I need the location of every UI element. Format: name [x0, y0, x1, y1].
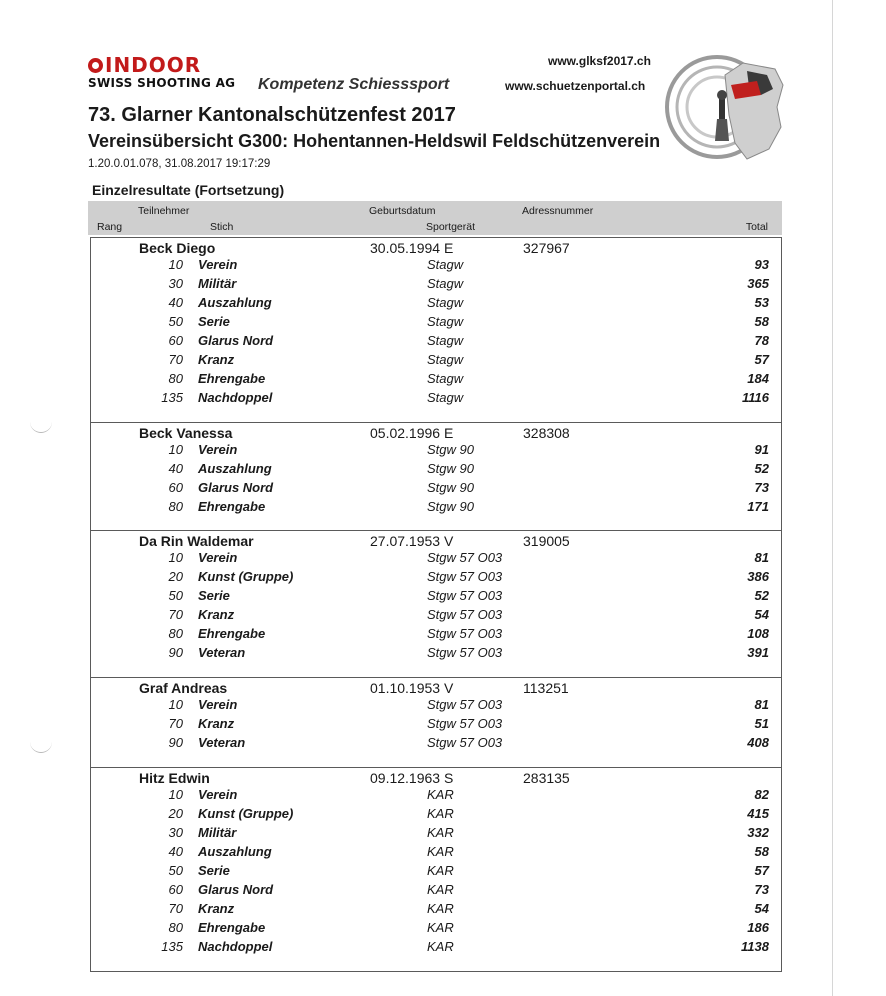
result-total: 51 — [754, 716, 769, 731]
participant-block — [90, 677, 782, 768]
result-rang: 20 — [168, 569, 183, 584]
result-sportgeraet: KAR — [427, 806, 454, 821]
result-sportgeraet: KAR — [427, 882, 454, 897]
result-rang: 10 — [168, 550, 183, 565]
result-stich: Verein — [198, 442, 238, 457]
result-total: 1116 — [742, 390, 769, 405]
result-stich: Auszahlung — [198, 844, 272, 859]
participant-block — [90, 237, 782, 423]
result-row — [91, 550, 781, 569]
result-stich: Kranz — [198, 901, 235, 916]
result-total: 1138 — [741, 939, 769, 954]
result-sportgeraet: Stgw 57 O03 — [427, 626, 503, 641]
result-sportgeraet: Stgw 57 O03 — [427, 588, 503, 603]
results-table-header — [88, 201, 782, 235]
website-link-schuetzenportal[interactable]: www.schuetzenportal.ch — [505, 79, 646, 93]
result-row — [91, 787, 781, 806]
result-sportgeraet: Stagw — [427, 295, 464, 310]
result-rang: 60 — [168, 333, 183, 348]
participant-name: Da Rin Waldemar — [139, 533, 254, 549]
result-total: 54 — [754, 901, 769, 916]
result-stich: Veteran — [198, 645, 246, 660]
result-row — [91, 882, 781, 901]
result-stich: Glarus Nord — [198, 333, 274, 348]
result-row — [91, 461, 781, 480]
result-rang: 30 — [168, 825, 183, 840]
result-stich: Serie — [198, 314, 230, 329]
result-stich: Verein — [198, 257, 238, 272]
result-stich: Militär — [198, 825, 237, 840]
result-stich: Kunst (Gruppe) — [198, 569, 294, 584]
result-rang: 80 — [168, 371, 183, 386]
column-header-rang: Rang — [97, 221, 123, 233]
column-header-geburtsdatum: Geburtsdatum — [369, 205, 436, 217]
result-total: 54 — [754, 607, 769, 622]
result-rang: 80 — [168, 920, 183, 935]
column-header-total: Total — [745, 221, 768, 233]
festival-emblem-icon — [665, 55, 830, 180]
result-total: 52 — [754, 461, 769, 476]
participant-birthdate: 09.12.1963 S — [370, 770, 454, 786]
result-total: 408 — [747, 735, 769, 750]
result-rang: 50 — [168, 863, 183, 878]
result-total: 415 — [747, 806, 769, 821]
result-total: 171 — [747, 499, 769, 514]
result-total: 184 — [747, 371, 769, 386]
result-row — [91, 499, 781, 518]
result-total: 93 — [754, 257, 769, 272]
result-rang: 135 — [161, 939, 183, 954]
result-row — [91, 257, 781, 276]
result-total: 81 — [754, 550, 769, 565]
logo-name: INDOOR — [105, 53, 202, 77]
participant-birthdate: 27.07.1953 V — [370, 533, 454, 549]
result-row — [91, 806, 781, 825]
result-sportgeraet: Stagw — [427, 371, 464, 386]
result-sportgeraet: KAR — [427, 825, 454, 840]
result-stich: Verein — [198, 787, 238, 802]
result-row — [91, 390, 781, 409]
result-sportgeraet: KAR — [427, 939, 454, 954]
result-sportgeraet: Stgw 90 — [427, 499, 474, 514]
participant-address-number: 328308 — [523, 425, 570, 441]
participant-name: Graf Andreas — [139, 680, 228, 696]
result-stich: Nachdoppel — [198, 939, 273, 954]
result-row — [91, 569, 781, 588]
result-total: 57 — [754, 863, 769, 878]
result-row — [91, 442, 781, 461]
result-row — [91, 371, 781, 390]
result-rang: 10 — [168, 787, 183, 802]
result-total: 386 — [747, 569, 769, 584]
result-sportgeraet: Stgw 57 O03 — [427, 569, 503, 584]
result-sportgeraet: KAR — [427, 863, 454, 878]
result-sportgeraet: Stgw 90 — [427, 442, 474, 457]
result-row — [91, 901, 781, 920]
result-row — [91, 480, 781, 499]
result-stich: Ehrengabe — [198, 499, 266, 514]
result-stich: Militär — [198, 276, 237, 291]
participant-name: Beck Vanessa — [139, 425, 233, 441]
punch-hole-mark — [30, 738, 52, 753]
result-stich: Nachdoppel — [198, 390, 273, 405]
result-rang: 50 — [168, 314, 183, 329]
column-header-stich: Stich — [210, 221, 234, 233]
result-sportgeraet: Stgw 90 — [427, 461, 474, 476]
result-row — [91, 863, 781, 882]
page-edge-line — [832, 0, 833, 996]
result-row — [91, 697, 781, 716]
result-stich: Ehrengabe — [198, 920, 266, 935]
result-rang: 80 — [168, 626, 183, 641]
result-total: 73 — [754, 882, 769, 897]
result-stich: Serie — [198, 588, 230, 603]
column-header-teilnehmer: Teilnehmer — [138, 205, 190, 217]
result-rang: 70 — [168, 901, 183, 916]
result-stich: Kunst (Gruppe) — [198, 806, 294, 821]
result-sportgeraet: Stagw — [427, 352, 464, 367]
result-sportgeraet: Stagw — [427, 314, 464, 329]
result-stich: Ehrengabe — [198, 371, 266, 386]
participant-name: Hitz Edwin — [139, 770, 210, 786]
result-stich: Auszahlung — [198, 295, 272, 310]
result-row — [91, 735, 781, 754]
result-stich: Glarus Nord — [198, 480, 274, 495]
result-stich: Verein — [198, 697, 238, 712]
result-row — [91, 607, 781, 626]
result-rang: 135 — [161, 390, 183, 405]
page-title: 73. Glarner Kantonalschützenfest 2017 — [88, 104, 456, 126]
result-rang: 40 — [168, 844, 183, 859]
participant-block — [90, 422, 782, 532]
website-link-glksf[interactable]: www.glksf2017.ch — [548, 54, 651, 68]
result-sportgeraet: Stgw 57 O03 — [427, 645, 503, 660]
result-stich: Glarus Nord — [198, 882, 274, 897]
result-rang: 90 — [168, 645, 183, 660]
result-sportgeraet: KAR — [427, 844, 454, 859]
result-sportgeraet: Stgw 57 O03 — [427, 607, 503, 622]
result-row — [91, 844, 781, 863]
result-row — [91, 295, 781, 314]
result-rang: 60 — [168, 882, 183, 897]
result-total: 391 — [747, 645, 769, 660]
result-total: 57 — [754, 352, 769, 367]
result-total: 52 — [754, 588, 769, 603]
result-sportgeraet: Stgw 90 — [427, 480, 474, 495]
result-sportgeraet: Stgw 57 O03 — [427, 716, 503, 731]
punch-hole-mark — [30, 418, 52, 433]
result-sportgeraet: Stgw 57 O03 — [427, 697, 503, 712]
result-row — [91, 626, 781, 645]
result-rang: 60 — [168, 480, 183, 495]
result-sportgeraet: KAR — [427, 787, 454, 802]
result-row — [91, 314, 781, 333]
result-rang: 10 — [168, 257, 183, 272]
result-rang: 10 — [168, 442, 183, 457]
result-rang: 90 — [168, 735, 183, 750]
participant-address-number: 319005 — [523, 533, 570, 549]
column-header-adressnummer: Adressnummer — [522, 205, 594, 217]
logo-subtitle: SWISS SHOOTING AG — [88, 76, 236, 90]
result-sportgeraet: Stagw — [427, 257, 464, 272]
result-rang: 40 — [168, 461, 183, 476]
result-stich: Kranz — [198, 716, 235, 731]
result-stich: Veteran — [198, 735, 246, 750]
result-stich: Verein — [198, 550, 238, 565]
participant-block — [90, 530, 782, 678]
participant-address-number: 113251 — [523, 680, 569, 696]
result-row — [91, 716, 781, 735]
result-row — [91, 645, 781, 664]
result-total: 91 — [754, 442, 769, 457]
result-sportgeraet: Stgw 57 O03 — [427, 735, 503, 750]
section-heading: Einzelresultate (Fortsetzung) — [92, 182, 285, 198]
result-total: 108 — [747, 626, 769, 641]
result-row — [91, 825, 781, 844]
result-total: 82 — [754, 787, 769, 802]
version-timestamp: 1.20.0.01.078, 31.08.2017 19:17:29 — [88, 158, 271, 170]
result-stich: Ehrengabe — [198, 626, 266, 641]
result-rang: 10 — [168, 697, 183, 712]
result-sportgeraet: Stgw 57 O03 — [427, 550, 503, 565]
result-sportgeraet: Stagw — [427, 333, 464, 348]
result-rang: 80 — [168, 499, 183, 514]
result-row — [91, 276, 781, 295]
participant-block — [90, 767, 782, 972]
participant-birthdate: 01.10.1953 V — [370, 680, 454, 696]
result-rang: 70 — [168, 716, 183, 731]
result-rang: 70 — [168, 352, 183, 367]
participant-address-number: 283135 — [523, 770, 570, 786]
result-stich: Kranz — [198, 607, 235, 622]
result-rang: 40 — [168, 295, 183, 310]
result-sportgeraet: KAR — [427, 920, 454, 935]
result-rang: 20 — [168, 806, 183, 821]
result-row — [91, 333, 781, 352]
result-rang: 50 — [168, 588, 183, 603]
result-row — [91, 588, 781, 607]
result-stich: Auszahlung — [198, 461, 272, 476]
result-total: 81 — [754, 697, 769, 712]
participant-birthdate: 05.02.1996 E — [370, 425, 454, 441]
participant-birthdate: 30.05.1994 E — [370, 240, 454, 256]
participant-name: Beck Diego — [139, 240, 216, 256]
result-rang: 30 — [168, 276, 183, 291]
result-total: 53 — [754, 295, 769, 310]
result-total: 365 — [747, 276, 769, 291]
result-sportgeraet: KAR — [427, 901, 454, 916]
result-total: 186 — [747, 920, 769, 935]
logo-ring-icon — [88, 58, 103, 73]
result-row — [91, 920, 781, 939]
tagline: Kompetenz Schiesssport — [258, 76, 450, 93]
result-total: 73 — [754, 480, 769, 495]
result-total: 332 — [747, 825, 769, 840]
column-header-sportgeraet: Sportgerät — [426, 221, 476, 233]
participant-address-number: 327967 — [523, 240, 570, 256]
result-total: 78 — [754, 333, 769, 348]
result-row — [91, 352, 781, 371]
result-row — [91, 939, 781, 958]
result-stich: Kranz — [198, 352, 235, 367]
indoor-logo — [88, 55, 235, 90]
result-sportgeraet: Stagw — [427, 276, 464, 291]
result-total: 58 — [754, 314, 769, 329]
result-rang: 70 — [168, 607, 183, 622]
result-stich: Serie — [198, 863, 230, 878]
result-total: 58 — [754, 844, 769, 859]
page-subtitle: Vereinsübersicht G300: Hohentannen-Heldswil Feldschützenverein — [88, 131, 661, 151]
result-sportgeraet: Stagw — [427, 390, 464, 405]
